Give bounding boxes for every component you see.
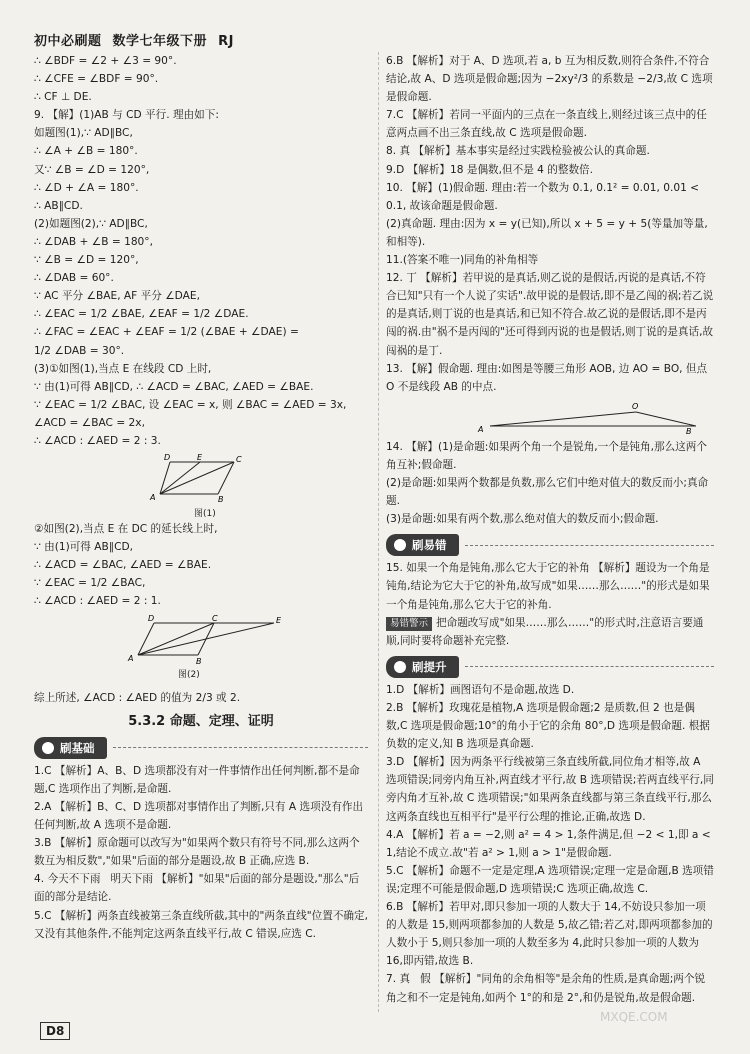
page-header [34, 30, 240, 49]
solution-line: ②如图(2),当点 E 在 DC 的延长线上时, [34, 523, 218, 536]
warning-label: 易错警示 [386, 617, 432, 631]
fig2-label-e: E [276, 615, 282, 625]
figure-1 [144, 454, 264, 504]
answer-item: 6.B 【解析】若甲对,即只参加一项的人数大于 14,不妨设只参加一项的人数是 15,则两项都参加的人数是 5,故乙错;若乙对,即两项都参加的人数小于 5,则只参加一项的人数至多为 4,此时只参加一项的人数为 16,即丙错,故选 B. [386, 901, 713, 968]
fig1-label-d: D [164, 454, 171, 463]
solution-line: (3)①如图(1),当点 E 在线段 CD 上时, [34, 362, 212, 375]
solution-line: ∴ ∠EAC = 1/2 ∠BAE, ∠EAF = 1/2 ∠DAE. [34, 308, 249, 321]
answer-item: 7.C 【解析】若同一平面内的三点在一条直线上,则经过该三点中的任意两点画不出三条直线,故 C 选项是假命题. [386, 109, 707, 140]
solution-line: ∴ AB∥CD. [34, 199, 83, 212]
solution-line: ∴ ∠A + ∠B = 180°. [34, 145, 138, 158]
solution-line: ∵ 由(1)可得 AB∥CD, [34, 541, 133, 554]
solution-line: ∴ ∠ACD : ∠AED = 2 : 1. [34, 595, 161, 608]
warning-note [386, 614, 714, 650]
solution-line: ∴ ∠D + ∠A = 180°. [34, 181, 139, 194]
band-error-label: 刷易错 [412, 538, 447, 553]
answer-item: 8. 真 【解析】基本事实是经过实践检验被公认的真命题. [386, 145, 650, 158]
answer-item: 1.D 【解析】画图语句不是命题,故选 D. [386, 683, 575, 696]
solution-line: ∵ ∠EAC = 1/2 ∠BAC, [34, 577, 146, 590]
pen-icon [394, 539, 406, 551]
right-column [386, 52, 714, 1007]
solution-line: 又∵ ∠B = ∠D = 120°, [34, 163, 150, 176]
answer-item: 4. 今天不下雨 明天下雨 【解析】"如果"后面的部分是题设,"那么"后面的部分是结论. [34, 873, 360, 904]
solution-line: ∴ ∠DAB + ∠B = 180°, [34, 235, 153, 248]
answer-item: 1.C 【解析】A、B、D 选项都没有对一件事情作出任何判断,都不是命题,C 选项作出了判断,是命题. [34, 764, 360, 795]
band-advance-label: 刷提升 [412, 659, 447, 674]
solution-line: 如题图(1),∵ AD∥BC, [34, 127, 133, 140]
answer-item: 11.(答案不唯一)同角的补角相等 [386, 254, 539, 267]
solution-line: ∴ CF ⊥ DE. [34, 91, 92, 104]
pen-icon [394, 661, 406, 673]
basic-items [34, 762, 368, 943]
band-basic [34, 737, 368, 759]
fig2-caption: 图(2) [178, 669, 200, 680]
left-column [34, 52, 368, 943]
solution-line: ∴ ∠ACD = ∠BAC, ∠AED = ∠BAE. [34, 559, 212, 572]
figure-3 [476, 400, 696, 434]
fig2-label-c: C [212, 614, 218, 623]
solution-line: ∴ ∠ACD : ∠AED = 2 : 3. [34, 434, 161, 447]
fig3-label-b: B [686, 426, 692, 434]
answer-item: 5.C 【解析】两条直线被第三条直线所截,其中的"两条直线"位置不确定,又没有其他条件,不能判定这两条直线平行,故 C 错误,应选 C. [34, 909, 368, 940]
solution-line: ∵ AC 平分 ∠BAE, AF 平分 ∠DAE, [34, 290, 200, 303]
solution-line: ∠ACD = ∠BAC = 2x, [34, 416, 145, 429]
answer-item: (3)是命题:如果有两个数,那么绝对值大的数反而小;假命题. [386, 513, 659, 526]
answer-item: (2)真命题. 理由:因为 x = y(已知),所以 x + 5 = y + 5(等量加等量,和相等). [386, 217, 708, 248]
solution-line: 9. 【解】(1)AB 与 CD 平行. 理由如下: [34, 109, 219, 122]
answer-item: 6.B 【解析】对于 A、D 选项,若 a, b 互为相反数,则符合条件,不符合结论,故 A、D 选项是假命题;因为 −2xy²/3 的系数是 −2/3,故 C 选项是假命题. [386, 55, 713, 104]
solution-line: ∴ ∠DAB = 60°. [34, 272, 114, 285]
band-basic-label: 刷基础 [60, 740, 95, 755]
answer-item: 9.D 【解析】18 是偶数,但不是 4 的整数倍. [386, 163, 594, 176]
page-number: D8 [40, 1022, 70, 1040]
solution-line: 1/2 ∠DAB = 30°. [34, 344, 125, 357]
band-advance [386, 656, 714, 678]
fig1-label-c: C [236, 455, 242, 465]
section-title: 5.3.2 命题、定理、证明 [128, 713, 274, 729]
answer-item: (2)是命题:如果两个数都是负数,那么它们中绝对值大的数反而小;真命题. [386, 476, 709, 508]
fig1-label-e: E [197, 454, 203, 463]
answer-item: 5.C 【解析】命题不一定是定理,A 选项错误;定理一定是命题,B 选项错误;定理不可能是假命题,D 选项错误;C 选项正确,故选 C. [386, 864, 714, 895]
band-error [386, 534, 714, 556]
items-a [386, 52, 714, 396]
items-b [386, 438, 714, 528]
answer-item: 12. 丁 【解析】若甲说的是真话,则乙说的是假话,丙说的是真话,不符合已知"只有一个人说了实话".故甲说的是假话,即不是乙闯的祸;若乙说的是真话,则丁说的也是真话,和已知不符合.故乙说的是假话,即不是丙闯的祸.由"祸不是丙闯的"还可得到丙说的也是假话,则丁说的是真话,故闯祸的是丁. [386, 272, 714, 357]
solution-lines-2 [34, 520, 368, 610]
fig2-label-b: B [196, 656, 202, 665]
watermark: MXQE.COM [600, 1010, 668, 1024]
answer-item: 13. 【解】假命题. 理由:如图是等腰三角形 AOB, 边 AO = BO, 但点 O 不是线段 AB 的中点. [386, 362, 711, 393]
edition: RJ [218, 34, 234, 49]
fig1-caption: 图(1) [194, 509, 216, 520]
answer-item: 2.B 【解析】玫瑰花是植物,A 选项是假命题;2 是质数,但 2 也是偶数,C 选项是假命题;10°的角小于它的余角 80°,D 选项是假命题. 根据负数的定义,知 B 选项是真命题. [386, 702, 710, 751]
solution-line: ∵ ∠B = ∠D = 120°, [34, 254, 139, 267]
series-name: 初中必刷题 [34, 34, 102, 49]
answer-item: 4.A 【解析】若 a = −2,则 a² = 4 > 1,条件满足,但 −2 < 1,即 a < 1,结论不成立.故"若 a² > 1,则 a > 1"是假命题. [386, 828, 715, 859]
answer-item: 10. 【解】(1)假命题. 理由:若一个数为 0.1, 0.1² = 0.01, 0.01 < 0.1, 故该命题是假命题. [386, 181, 703, 212]
items-c [386, 681, 714, 1007]
answer-item: 14. 【解】(1)是命题:如果两个角一个是锐角,一个是钝角,那么这两个角互补;假命题. [386, 440, 707, 471]
solution-line: ∴ ∠BDF = ∠2 + ∠3 = 90°. [34, 55, 177, 67]
pen-icon [42, 742, 54, 754]
solution-lines [34, 52, 368, 450]
fig2-label-d: D [148, 614, 155, 623]
subject-name: 数学七年级下册 [112, 34, 208, 49]
answer-item: 3.D 【解析】因为两条平行线被第三条直线所截,同位角才相等,故 A 选项错误;同旁内角互补,两直线才平行,故 B 选项错误;若两直线平行,同旁内角才互补,故 C 选项错误;"如果两条直线都与第三条直线平行,那么这两条直线也互相平行"是平行公理的推论,正确,故选 D. [386, 756, 714, 823]
answer-item: 7. 真 假 【解析】"同角的余角相等"是余角的性质,是真命题;两个锐角之和不一定是钝角,如两个 1°的和是 2°,和仍是锐角,故是假命题. [386, 973, 706, 1004]
conclusion: 综上所述, ∠ACD : ∠AED 的值为 2/3 或 2. [34, 691, 241, 704]
column-divider [378, 52, 379, 1012]
answer-item: 3.B 【解析】原命题可以改写为"如果两个数只有符号不同,那么这两个数互为相反数","如果"后面的部分是题设,故 B 正确,应选 B. [34, 837, 360, 868]
solution-line: ∴ ∠CFE = ∠BDF = 90°. [34, 73, 159, 86]
solution-line: ∵ ∠EAC = 1/2 ∠BAC, 设 ∠EAC = x, 则 ∠BAC = ∠AED = 3x, [34, 398, 347, 411]
warning-text: 把命题改写成"如果……那么……"的形式时,注意语言要通顺,同时要将命题补充完整. [386, 616, 704, 647]
figure-2 [124, 615, 294, 665]
solution-line: ∴ ∠FAC = ∠EAC + ∠EAF = 1/2 (∠BAE + ∠DAE) = [34, 326, 299, 339]
fig3-label-o: O [632, 401, 639, 411]
fig1-label-b: B [218, 495, 224, 505]
answer-item: 2.A 【解析】B、C、D 选项都对事情作出了判断,只有 A 选项没有作出任何判断,故 A 选项不是命题. [34, 801, 364, 832]
item-15: 15. 如果一个角是钝角,那么它大于它的补角 【解析】题设为一个角是钝角,结论为它大于它的补角,故写成"如果……那么……"的形式是如果一个角是钝角,那么它大于它的补角. [386, 562, 710, 611]
fig1-label-a: A [150, 493, 156, 503]
fig3-label-a: A [478, 424, 484, 434]
solution-line: ∵ 由(1)可得 AB∥CD, ∴ ∠ACD = ∠BAC, ∠AED = ∠BAE. [34, 380, 314, 393]
solution-line: (2)如题图(2),∵ AD∥BC, [34, 217, 148, 230]
fig2-label-a: A [128, 653, 134, 663]
